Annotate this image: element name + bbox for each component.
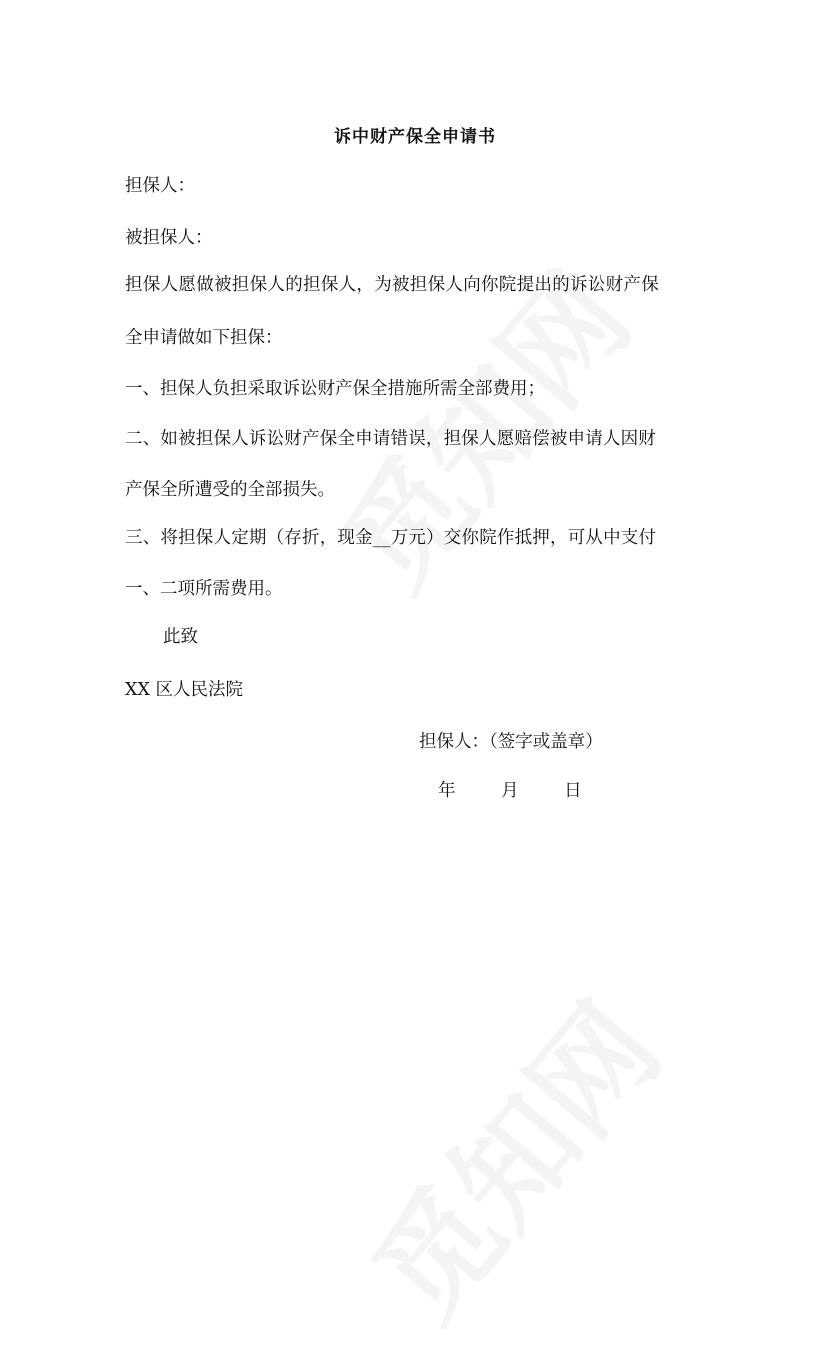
- date-day: 日: [564, 781, 582, 801]
- watermark: [328, 963, 691, 1349]
- guaranteed-party-line: 被担保人：: [125, 228, 213, 248]
- clause-two: 二、如被担保人诉讼财产保全申请错误，担保人愿赔偿被申请人因财: [125, 429, 656, 449]
- salutation: 此致: [163, 627, 198, 647]
- body-paragraph-line: 全申请做如下担保：: [125, 328, 283, 348]
- clause-one: 一、担保人负担采取诉讼财产保全措施所需全部费用；: [125, 379, 545, 399]
- clause-two-continued: 产保全所遭受的全部损失。: [125, 480, 335, 500]
- date-year: 年: [438, 781, 456, 801]
- guarantor-line: 担保人：: [125, 176, 195, 196]
- date-month: 月: [501, 781, 519, 801]
- date-line: [438, 777, 604, 802]
- signature-line: 担保人：（签字或盖章）: [419, 732, 603, 752]
- clause-three-continued: 一、二项所需费用。: [125, 579, 283, 599]
- document-title: 诉中财产保全申请书: [334, 127, 496, 147]
- clause-three: 三、将担保人定期（存折，现金__万元）交你院作抵押，可从中支付: [125, 528, 657, 548]
- body-paragraph-line: 担保人愿做被担保人的担保人，为被担保人向你院提出的诉讼财产保: [125, 275, 659, 295]
- recipient-court: XX 区人民法院: [125, 680, 243, 700]
